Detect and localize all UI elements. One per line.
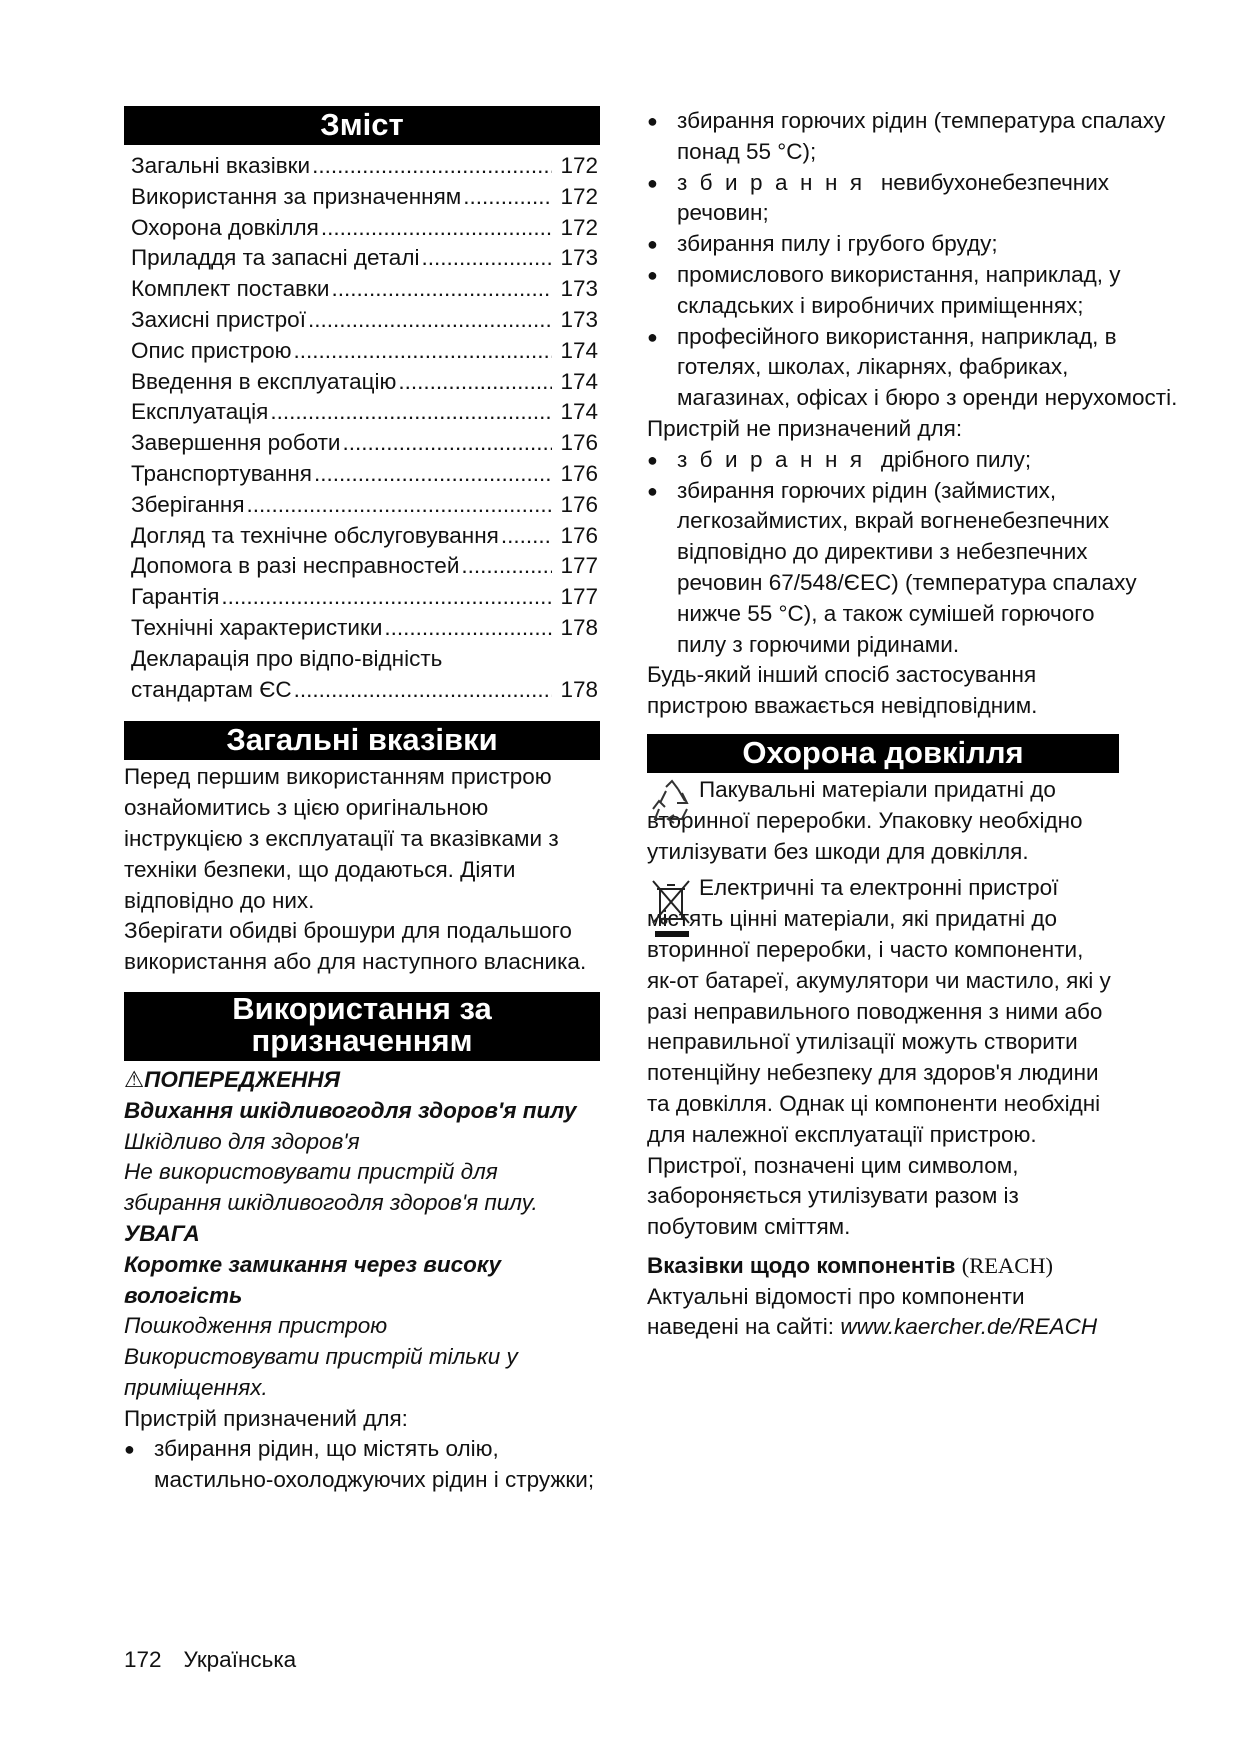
- intended-item: ● збирання рідин, що містять олію, мастильно-охолоджуючих рідин і стружки;: [124, 1434, 600, 1496]
- general-paragraph-1: Перед першим використанням пристрою ознайомитись з цією оригінальною інструкцією з експлуатації та вказівками з техніки безпеки, що додаються. Діяти відповідно до них.: [124, 764, 559, 913]
- toc-entry-title-line2: стандартам ЄС: [131, 676, 292, 702]
- toc-entry-page: 178: [560, 614, 598, 640]
- recycle-block: [647, 775, 1119, 867]
- toc-entry-title: Введення в експлуатацію: [131, 368, 397, 394]
- toc-entry-multiline[interactable]: [124, 644, 600, 675]
- environment-heading: Охорона довкілля: [647, 734, 1119, 773]
- toc-leader: [247, 490, 552, 521]
- toc-leader: [384, 613, 552, 644]
- recycle-icon: [649, 779, 695, 829]
- toc-entry-page: 178: [560, 676, 598, 702]
- intended-item: ● промислового використання, наприклад, у складських і виробничих приміщеннях;: [647, 260, 1187, 322]
- reach-abbr: (REACH): [961, 1252, 1054, 1278]
- warning-label-text: ПОПЕРЕДЖЕННЯ: [144, 1066, 341, 1092]
- intended-item-spaced: [647, 168, 1187, 230]
- weee-block: [647, 873, 1119, 1243]
- toc-leader: [331, 274, 552, 305]
- spaced-word: збирання: [677, 446, 875, 472]
- toc-entry[interactable]: [124, 428, 600, 459]
- right-column: [647, 106, 1187, 1343]
- toc-entry-title: Охорона довкілля: [131, 214, 319, 240]
- not-intended-item-text: дрібного пилу;: [880, 446, 1032, 472]
- reach-heading: [647, 1251, 1119, 1282]
- caution-title: Коротке замикання через високу вологість: [124, 1251, 502, 1308]
- reach-paragraph: [647, 1282, 1119, 1344]
- toc-entry-title: Допомога в разі несправностей: [131, 553, 460, 579]
- crossed-bin-icon: [651, 879, 693, 941]
- warning-effect: Шкідливо для здоров'я: [124, 1128, 360, 1154]
- toc-leader: [293, 336, 552, 367]
- toc-entry[interactable]: [124, 582, 600, 613]
- page-number: 172: [124, 1647, 162, 1672]
- toc-entry-page: 174: [560, 368, 598, 394]
- toc-entry-page: 173: [560, 306, 598, 332]
- reach-url-link[interactable]: www.kaercher.de/REACH: [840, 1314, 1098, 1340]
- toc-leader: [312, 151, 552, 182]
- toc-leader: [501, 521, 552, 552]
- toc-leader: [270, 397, 552, 428]
- toc-entry[interactable]: [124, 613, 600, 644]
- warning-title: Вдихання шкідливогодля здоров'я пилу: [124, 1097, 577, 1123]
- reach-text: Актуальні відомості про компоненти наведені на сайті:: [647, 1283, 1025, 1340]
- toc-entry-page: 172: [560, 153, 598, 178]
- toc-entry[interactable]: [124, 397, 600, 428]
- toc-entry-title: Транспортування: [131, 460, 312, 486]
- warning-action: Не використовувати пристрій для збирання шкідливогодля здоров'я пилу.: [124, 1159, 538, 1216]
- toc-leader: [221, 582, 552, 613]
- caution-effect: Пошкодження пристрою: [124, 1313, 388, 1339]
- toc-entry[interactable]: [124, 551, 600, 582]
- toc-entry[interactable]: [124, 151, 600, 182]
- usage-heading-line2: призначенням: [251, 1022, 473, 1058]
- footer-language: Українська: [183, 1647, 297, 1672]
- reach-label: Вказівки щодо компонентів: [647, 1252, 956, 1278]
- toc-leader: [463, 182, 552, 213]
- left-column: [124, 106, 600, 1496]
- intended-intro: Пристрій призначений для:: [124, 1405, 408, 1431]
- toc-leader: [321, 213, 552, 244]
- warning-label: [124, 1065, 600, 1096]
- general-paragraph-2: Зберігати обидві брошури для подальшого використання або для наступного власника.: [124, 918, 587, 975]
- toc-entry[interactable]: [124, 243, 600, 274]
- toc-entry-title: Опис пристрою: [131, 337, 292, 363]
- toc-entry-page: 172: [560, 214, 598, 240]
- intended-item: ● збирання горючих рідин (температура спалаху понад 55 °C);: [647, 106, 1187, 168]
- toc-leader: [308, 305, 552, 336]
- toc-entry-title: Експлуатація: [131, 399, 269, 425]
- recycle-text: Пакувальні матеріали придатні до вторинної переробки. Упаковку необхідно утилізувати без шкоди для довкілля.: [647, 776, 1083, 864]
- other-use-paragraph: Будь-який інший спосіб застосування пристрою вважається невідповідним.: [647, 662, 1038, 719]
- toc-entry[interactable]: [124, 367, 600, 398]
- table-of-contents: [124, 151, 600, 705]
- toc-entry-multiline-end[interactable]: [124, 675, 600, 706]
- toc-leader: [398, 367, 552, 398]
- intended-item: ● збирання пилу і грубого бруду;: [647, 229, 1187, 260]
- intended-item: ● професійного використання, наприклад, в готелях, школах, лікарнях, фабриках, магазинах, офісах і бюро з оренди нерухомості.: [647, 322, 1187, 414]
- caution-label: УВАГА: [124, 1220, 200, 1246]
- toc-leader: [421, 243, 552, 274]
- toc-entry-title: Використання за призначенням: [131, 183, 462, 209]
- toc-heading: Зміст: [124, 106, 600, 145]
- toc-entry-page: 177: [560, 584, 598, 610]
- caution-action: Використовувати пристрій тільки у приміщеннях.: [124, 1344, 518, 1400]
- toc-leader: [294, 675, 552, 706]
- not-intended-intro: Пристрій не призначений для:: [647, 415, 963, 441]
- toc-entry-page: 173: [560, 245, 598, 271]
- usage-heading-line1: Використання за: [232, 990, 492, 1026]
- toc-entry-page: 172: [560, 183, 598, 209]
- toc-entry-title-line1: Декларація про відпо-відність: [131, 645, 443, 671]
- toc-entry[interactable]: [124, 274, 600, 305]
- toc-entry-title: Догляд та технічне обслуговування: [131, 522, 499, 548]
- toc-entry-title: Захисні пристрої: [131, 306, 306, 332]
- toc-leader: [314, 459, 552, 490]
- toc-entry-page: 176: [560, 430, 598, 456]
- general-heading: Загальні вказівки: [124, 721, 600, 760]
- toc-entry-page: 174: [560, 337, 598, 363]
- toc-entry-title: Зберігання: [131, 491, 245, 517]
- toc-entry[interactable]: [124, 521, 600, 552]
- page-footer: [124, 1647, 318, 1673]
- toc-entry[interactable]: [124, 336, 600, 367]
- toc-entry-page: 176: [560, 460, 598, 486]
- toc-entry-title: Технічні характеристики: [131, 614, 383, 640]
- intended-item-text: невибухонебезпечних речовин;: [677, 169, 1110, 226]
- toc-entry-page: 174: [560, 399, 598, 425]
- toc-entry[interactable]: [124, 182, 600, 213]
- toc-entry[interactable]: [124, 305, 600, 336]
- toc-entry[interactable]: [124, 490, 600, 521]
- toc-entry-page: 177: [560, 553, 598, 579]
- toc-entry[interactable]: [124, 459, 600, 490]
- toc-entry[interactable]: [124, 213, 600, 244]
- warning-triangle-icon: ⚠: [124, 1066, 145, 1092]
- not-intended-item-spaced: [647, 445, 1187, 476]
- toc-leader: [343, 428, 553, 459]
- toc-entry-title: Комплект поставки: [131, 276, 330, 302]
- toc-entry-title: Приладдя та запасні деталі: [131, 245, 420, 271]
- toc-entry-page: 176: [560, 522, 598, 548]
- spaced-word: збирання: [677, 169, 875, 195]
- toc-entry-page: 176: [560, 491, 598, 517]
- toc-leader: [461, 551, 552, 582]
- toc-entry-page: 173: [560, 276, 598, 302]
- toc-entry-title: Завершення роботи: [131, 430, 341, 456]
- usage-heading: [124, 992, 600, 1061]
- not-intended-item: ● збирання горючих рідин (займистих, легкозаймистих, вкрай вогненебезпечних відповідно до директиви з небезпечних речовин 67/548/ЄЕС) (температура спалаху нижче 55 °C), а також сумішей горючого пилу з горючими рідинами.: [647, 476, 1147, 661]
- toc-entry-title: Загальні вказівки: [131, 153, 311, 178]
- toc-entry-title: Гарантія: [131, 584, 220, 610]
- weee-text: Електричні та електронні пристрої містять цінні матеріали, які придатні до вторинної переробки, і часто компоненти, як-от батареї, акумулятори чи мастило, які у разі неправильного поводження з ними або неправильної утилізації можуть створити потенційну небезпеку для здоров'я людини та довкілля. Однак ці компоненти необхідні для належної експлуатації пристрою. Пристрої, позначені цим символом, забороняється утилізувати разом із побутовим сміттям.: [647, 875, 1111, 1240]
